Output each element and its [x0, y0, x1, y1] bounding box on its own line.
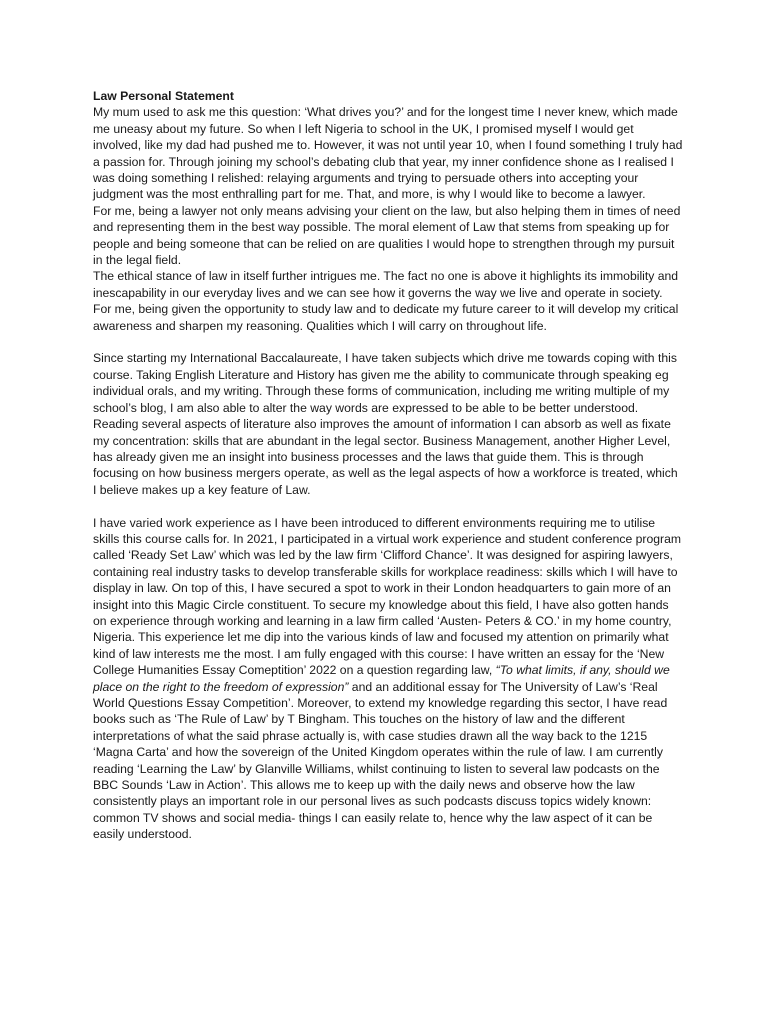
- work-experience-text-2: and an additional essay for The University of Law’s ‘Real World Questions Essay Competition’. Moreover, to extend my knowledge regarding this sector, I have read books such as ‘The Rule of Law’ by T Bingham. This touches on the history of law and the different interpretations of what the said phrase actually is, with case studies drawn all the way back to the 1215 ‘Magna Carta’ and how the sovereign of the United Kingdom operates within the rule of law. I am currently reading ‘Learning the Law’ by Glanville Williams, whilst continuing to listen to several law podcasts on the BBC Sounds ‘Law in Action’. This allows me to keep up with the daily news and observe how the law consistently plays an important role in our personal lives as such podcasts discuss topics widely known: common TV shows and social media- things I can easily relate to, hence why the law aspect of it can be easily understood.: [93, 679, 668, 842]
- essay-question-quote: “To what limits, if any, should we place on the right to the freedom of expression”: [93, 663, 670, 694]
- document-page: [93, 88, 683, 843]
- paragraph-ib-subjects: Since starting my International Baccalaureate, I have taken subjects which drive me towards coping with this course. Taking English Literature and History has given me the ability to communicate through speaking eg individual orals, and my writing. Through these forms of communication, including me writing multiple of my school’s blog, I am also able to alter the way words are expressed to be able to be better understood. Reading several aspects of literature also improves the amount of information I can absorb as well as fixate my concentration: skills that are abundant in the legal sector. Business Management, another Higher Level, has already given me an insight into business processes and the laws that guide them. This is through focusing on how business mergers operate, as well as the legal aspects of how a workforce is treated, which I believe makes up a key feature of Law.: [93, 351, 678, 497]
- paragraph-work-experience: [93, 515, 683, 843]
- paragraph-ethical-stance: The ethical stance of law in itself further intrigues me. The fact no one is above it highlights its immobility and inescapability in our everyday lives and we can see how it governs the way we live and operate in society. For me, being given the opportunity to study law and to dedicate my future career to it will develop my critical awareness and sharpen my reasoning. Qualities which I will carry on throughout life.: [93, 269, 679, 333]
- document-title: Law Personal Statement: [93, 89, 234, 103]
- paragraph-motivation: My mum used to ask me this question: ‘What drives you?’ and for the longest time I never knew, which made me uneasy about my future. So when I left Nigeria to school in the UK, I promised myself I would get involved, like my dad had pushed me to. However, it was not until year 10, when I found something I truly had a passion for. Through joining my school’s debating club that year, my inner confidence shone as I realised I was doing something I relished: relaying arguments and trying to persuade others into accepting your judgment was the most enthralling part for me. That, and more, is why I would like to become a lawyer.: [93, 105, 683, 202]
- paragraph-role-of-lawyer: For me, being a lawyer not only means advising your client on the law, but also helping them in times of need and representing them in the best way possible. The moral element of Law that stems from speaking up for people and being someone that can be relied on are qualities I would hope to strengthen through my pursuit in the legal field.: [93, 203, 681, 268]
- work-experience-text-1: I have varied work experience as I have been introduced to different environments requiring me to utilise skills this course calls for. In 2021, I participated in a virtual work experience and student conference program called ‘Ready Set Law’ which was led by the law firm ‘Clifford Chance’. It was designed for aspiring lawyers, containing real industry tasks to develop transferable skills for workplace readiness: skills which I will have to display in law. On top of this, I have secured a spot to work in their London headquarters to gain more of an insight into this Magic Circle constituent. To secure my knowledge about this field, I have also gotten hands on experience through working and learning in a law firm called ‘Austen- Peters & CO.’ in my home country, Nigeria. This experience let me dip into the various kinds of law and focused my attention on primarily what kind of law interests me the most. I am fully engaged with this course: I have written an essay for the ‘New College Humanities Essay Comeptition’ 2022 on a question regarding law,: [93, 515, 682, 678]
